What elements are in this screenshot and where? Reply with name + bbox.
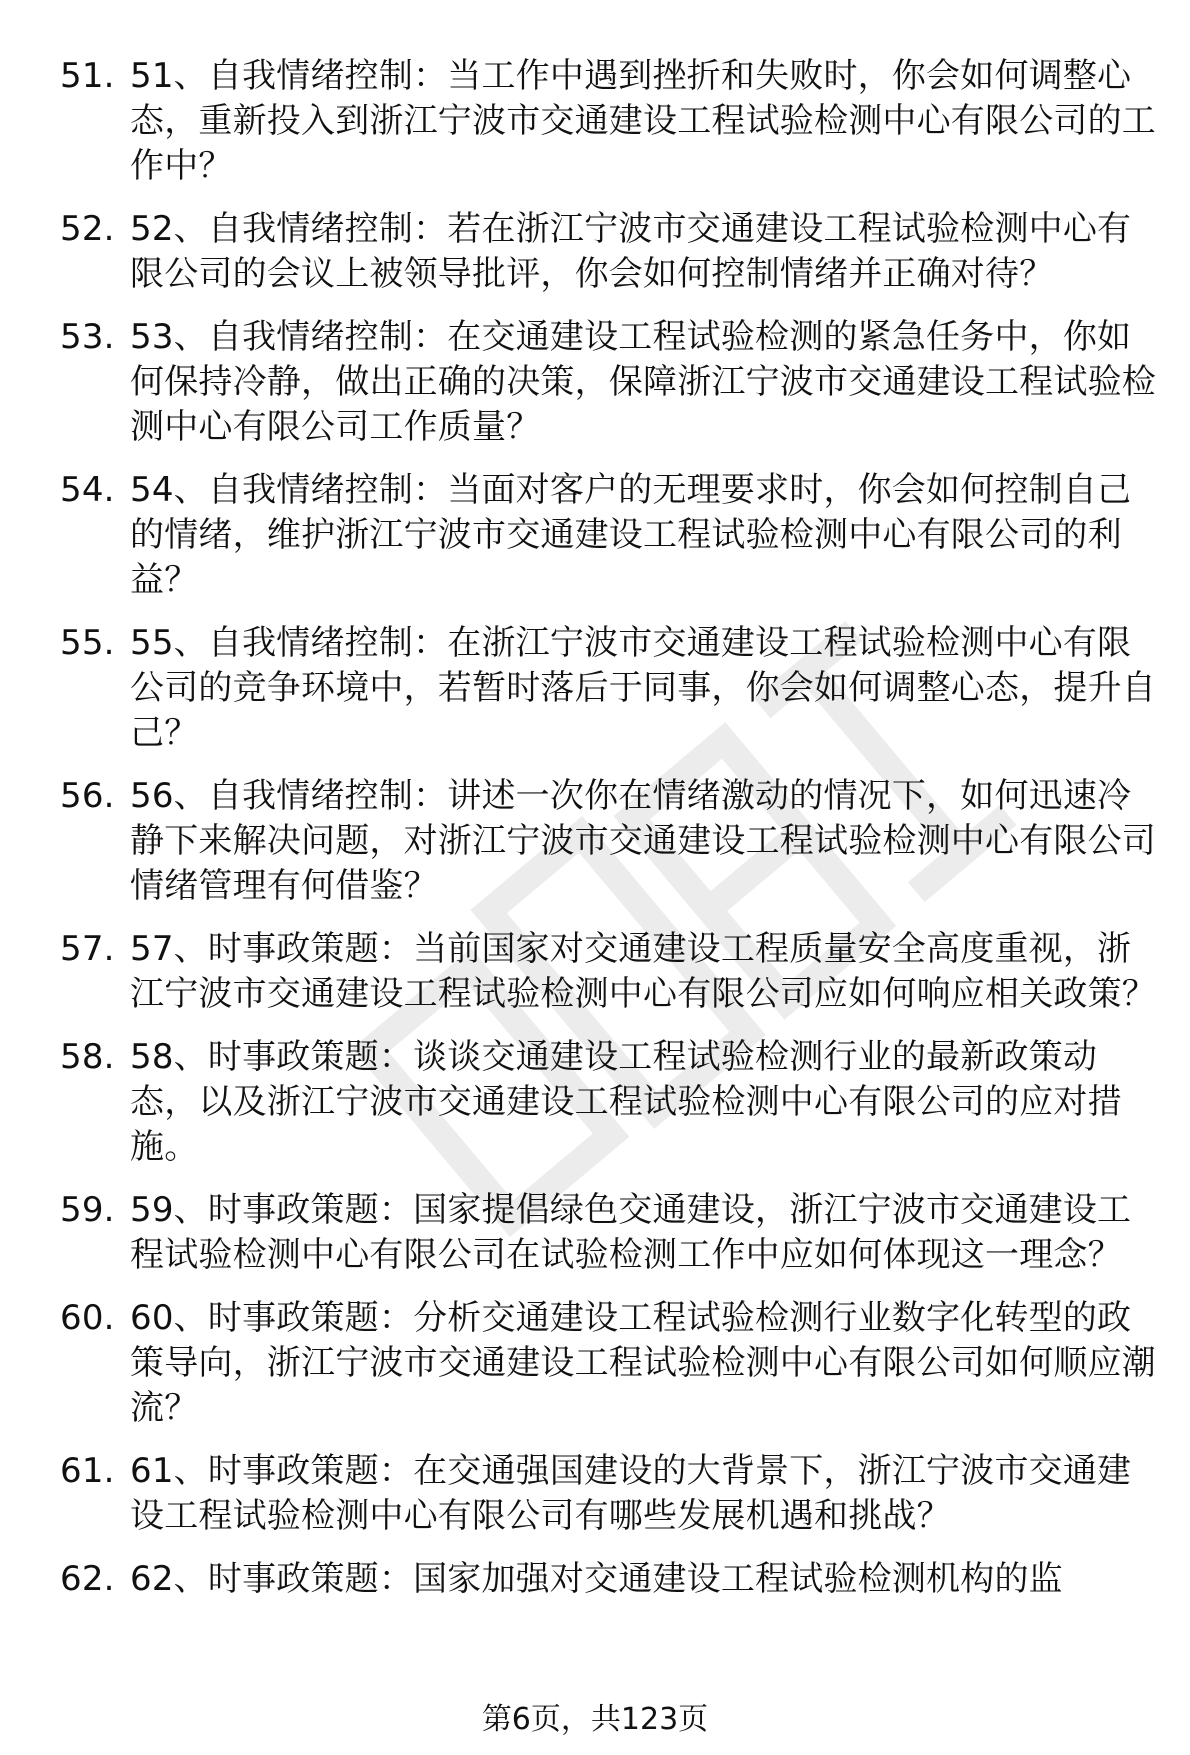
item-text: 53、自我情绪控制：在交通建设工程试验检测的紧急任务中，你如何保持冷静，做出正确的决策，保障浙江宁波市交通建设工程试验检测中心有限公司工作质量？ bbox=[130, 317, 1156, 447]
list-item bbox=[60, 1557, 1160, 1602]
item-text: 60、时事政策题：分析交通建设工程试验检测行业数字化转型的政策导向，浙江宁波市交通建设工程试验检测中心有限公司如何顺应潮流？ bbox=[130, 1298, 1156, 1428]
list-item bbox=[60, 468, 1160, 603]
list-item bbox=[60, 1449, 1160, 1539]
item-text: 59、时事政策题：国家提倡绿色交通建设，浙江宁波市交通建设工程试验检测中心有限公司在试验检测工作中应如何体现这一理念？ bbox=[130, 1190, 1132, 1275]
item-text: 52、自我情绪控制：若在浙江宁波市交通建设工程试验检测中心有限公司的会议上被领导批评，你会如何控制情绪并正确对待？ bbox=[130, 209, 1132, 294]
list-item bbox=[60, 1296, 1160, 1431]
list-item bbox=[60, 1188, 1160, 1278]
list-item bbox=[60, 621, 1160, 756]
item-number: 56. bbox=[60, 776, 115, 816]
item-text: 56、自我情绪控制：讲述一次你在情绪激动的情况下，如何迅速冷静下来解决问题，对浙江宁波市交通建设工程试验检测中心有限公司情绪管理有何借鉴？ bbox=[130, 776, 1156, 906]
item-number: 54. bbox=[60, 470, 115, 510]
item-text: 57、时事政策题：当前国家对交通建设工程质量安全高度重视，浙江宁波市交通建设工程试验检测中心有限公司应如何响应相关政策？ bbox=[130, 929, 1156, 1014]
question-list bbox=[60, 54, 1160, 1620]
item-number: 57. bbox=[60, 929, 115, 969]
list-item bbox=[60, 207, 1160, 297]
item-number: 52. bbox=[60, 209, 115, 249]
list-item bbox=[60, 1035, 1160, 1170]
list-item bbox=[60, 774, 1160, 909]
item-text: 51、自我情绪控制：当工作中遇到挫折和失败时，你会如何调整心态，重新投入到浙江宁波市交通建设工程试验检测中心有限公司的工作中？ bbox=[130, 56, 1156, 186]
item-number: 62. bbox=[60, 1559, 115, 1599]
list-item bbox=[60, 54, 1160, 189]
item-number: 53. bbox=[60, 317, 115, 357]
item-number: 60. bbox=[60, 1298, 115, 1338]
item-number: 51. bbox=[60, 56, 115, 96]
item-number: 61. bbox=[60, 1451, 115, 1491]
page-footer: 第6页，共123页 bbox=[481, 1702, 709, 1737]
item-number: 59. bbox=[60, 1190, 115, 1230]
item-number: 58. bbox=[60, 1037, 115, 1077]
item-number: 55. bbox=[60, 623, 115, 663]
list-item bbox=[60, 315, 1160, 450]
item-text: 54、自我情绪控制：当面对客户的无理要求时，你会如何控制自己的情绪，维护浙江宁波市交通建设工程试验检测中心有限公司的利益？ bbox=[130, 470, 1132, 600]
item-text: 55、自我情绪控制：在浙江宁波市交通建设工程试验检测中心有限公司的竞争环境中，若暂时落后于同事，你会如何调整心态，提升自己？ bbox=[130, 623, 1156, 753]
list-item bbox=[60, 927, 1160, 1017]
item-text: 58、时事政策题：谈谈交通建设工程试验检测行业的最新政策动态，以及浙江宁波市交通建设工程试验检测中心有限公司的应对措施。 bbox=[130, 1037, 1122, 1167]
item-text: 61、时事政策题：在交通强国建设的大背景下，浙江宁波市交通建设工程试验检测中心有限公司有哪些发展机遇和挑战？ bbox=[130, 1451, 1132, 1536]
item-text: 62、时事政策题：国家加强对交通建设工程试验检测机构的监 bbox=[130, 1559, 1063, 1599]
